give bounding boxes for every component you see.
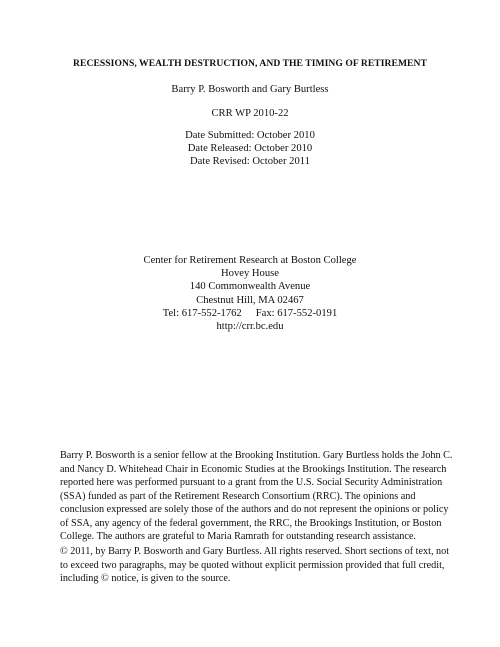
paragraph-line: of SSA, any agency of the federal government, the RRC, the Brookings Institution, or Boston	[60, 517, 442, 529]
paragraph-line: including © notice, is given to the source.	[60, 573, 231, 584]
website-link[interactable]: http://crr.bc.edu	[216, 321, 284, 333]
building-name: Hovey House	[221, 268, 279, 280]
paragraph-line: College. The authors are grateful to Maria Ramrath for outstanding research assistance.	[60, 531, 416, 542]
copyright-paragraph	[60, 545, 450, 586]
working-paper-number: CRR WP 2010-22	[211, 108, 289, 119]
date-revised: Date Revised: October 2011	[190, 156, 310, 168]
address-block	[0, 254, 500, 333]
paragraph-line: reported here was performed pursuant to a grant from the U.S. Social Security Administration	[60, 477, 443, 488]
paragraph-line: to exceed two paragraphs, may be quoted without explicit permission provided that full credit,	[60, 559, 445, 571]
paragraph-line: and Nancy D. Whitehead Chair in Economic Studies at the Brookings Institution. The research	[60, 463, 447, 475]
contact-line	[0, 307, 500, 320]
authors: Barry P. Bosworth and Gary Burtless	[171, 84, 329, 95]
date-submitted: Date Submitted: October 2010	[185, 130, 315, 141]
street-address: 140 Commonwealth Avenue	[189, 281, 311, 293]
city-address: Chestnut Hill, MA 02467	[196, 294, 304, 306]
author-note-paragraph	[60, 449, 453, 544]
date-released: Date Released: October 2010	[187, 143, 313, 155]
fax: Fax: 617-552-0191	[255, 307, 338, 319]
paper-title: RECESSIONS, WEALTH DESTRUCTION, AND THE TIMING OF RETIREMENT	[73, 58, 427, 69]
paragraph-line: conclusion expressed are solely those of the authors and do not represent the opinions or policy	[60, 504, 449, 515]
telephone: Tel: 617-552-1762	[162, 307, 242, 319]
organization-name: Center for Retirement Research at Boston College	[143, 255, 357, 266]
paragraph-line: © 2011, by Barry P. Bosworth and Gary Burtless. All rights reserved. Short sections of text, not	[60, 546, 450, 557]
dates-block	[0, 129, 500, 169]
paragraph-line: Barry P. Bosworth is a senior fellow at the Brooking Institution. Gary Burtless holds the John C.	[60, 450, 453, 461]
paragraph-line: (SSA) funded as part of the Retirement Research Consortium (RRC). The opinions and	[60, 490, 416, 502]
